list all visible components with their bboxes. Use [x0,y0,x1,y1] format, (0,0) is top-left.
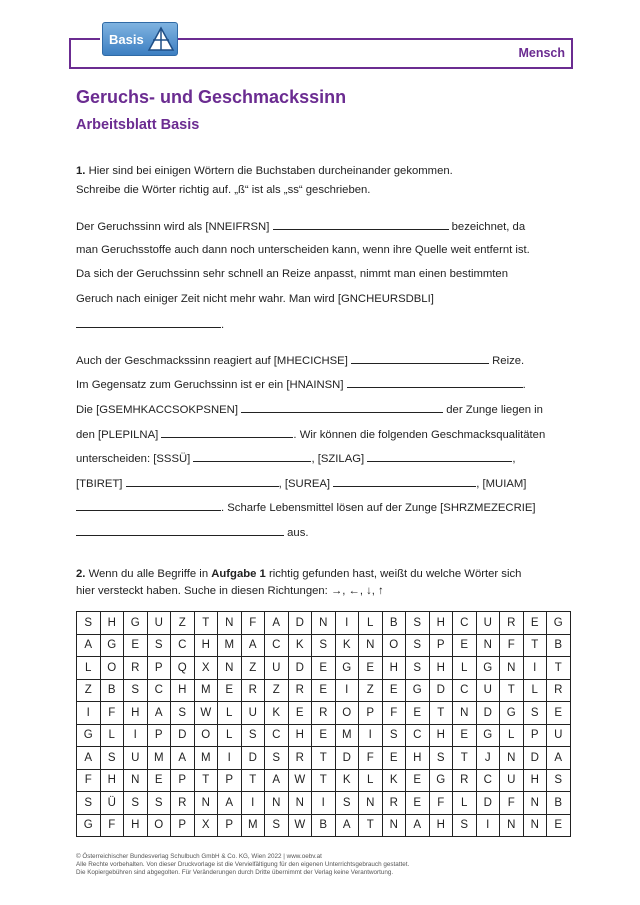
grid-cell[interactable]: X [194,657,218,680]
answer-blank-8[interactable] [367,451,512,462]
grid-cell[interactable]: H [288,724,312,747]
grid-cell[interactable]: E [406,702,430,725]
grid-row [77,679,571,702]
grid-row [77,702,571,725]
grid-cell[interactable]: D [523,747,547,770]
text-segment: den [PLEPILNA] [76,429,159,441]
grid-cell[interactable]: K [335,634,359,657]
grid-cell[interactable]: Z [77,679,101,702]
grid-cell[interactable]: P [147,724,171,747]
grid-cell[interactable]: N [312,612,336,635]
grid-cell[interactable]: E [382,747,406,770]
para1-line5 [76,317,224,332]
grid-cell[interactable]: R [547,679,571,702]
grid-cell[interactable]: S [241,724,265,747]
task2-number: 2. [76,568,86,580]
logo-text: Basis [109,32,144,47]
text-segment: unterscheiden: [SSSÜ] [76,453,191,465]
grid-cell[interactable]: P [147,657,171,680]
grid-cell[interactable]: U [547,724,571,747]
grid-cell[interactable]: M [147,747,171,770]
grid-cell[interactable]: R [241,679,265,702]
grid-cell[interactable]: O [100,657,124,680]
grid-cell[interactable]: U [265,657,289,680]
grid-cell[interactable]: L [218,724,242,747]
grid-cell[interactable]: N [500,814,524,837]
grid-row [77,612,571,635]
grid-cell[interactable]: K [288,634,312,657]
grid-cell[interactable]: T [312,769,336,792]
grid-cell[interactable]: Q [171,657,195,680]
grid-row [77,792,571,815]
grid-cell[interactable]: S [147,792,171,815]
grid-cell[interactable]: S [406,634,430,657]
grid-cell[interactable]: U [476,612,500,635]
grid-cell[interactable]: M [218,634,242,657]
grid-cell[interactable]: F [500,634,524,657]
grid-cell[interactable]: A [218,792,242,815]
grid-cell[interactable]: T [194,612,218,635]
grid-cell[interactable]: D [476,792,500,815]
grid-cell[interactable]: D [288,612,312,635]
grid-row [77,747,571,770]
grid-cell[interactable]: H [406,747,430,770]
grid-cell[interactable]: L [523,679,547,702]
grid-cell[interactable]: S [406,612,430,635]
grid-cell[interactable]: U [147,612,171,635]
grid-cell[interactable]: E [453,634,477,657]
grid-cell[interactable]: T [429,702,453,725]
grid-cell[interactable]: C [453,612,477,635]
grid-cell[interactable]: S [265,814,289,837]
grid-cell[interactable]: I [241,792,265,815]
grid-cell[interactable]: R [288,679,312,702]
grid-cell[interactable]: O [147,814,171,837]
grid-cell[interactable]: E [218,679,242,702]
grid-cell[interactable]: F [100,814,124,837]
grid-cell[interactable]: K [382,769,406,792]
text-segment: Die [GSEMHKACCSOKPSNEN] [76,404,238,416]
grid-cell[interactable]: A [241,634,265,657]
grid-cell[interactable]: S [523,702,547,725]
task2-line1 [76,567,521,581]
answer-blank-6[interactable] [161,427,293,438]
text-segment: der Zunge liegen in [446,404,543,416]
grid-cell[interactable]: O [194,724,218,747]
grid-cell[interactable]: L [359,612,383,635]
grid-row [77,657,571,680]
grid-cell[interactable]: L [453,657,477,680]
grid-cell[interactable]: M [241,814,265,837]
grid-cell[interactable]: B [382,612,406,635]
grid-cell[interactable]: P [171,769,195,792]
grid-cell[interactable]: H [429,657,453,680]
grid-cell[interactable]: D [288,657,312,680]
grid-cell[interactable]: P [218,814,242,837]
grid-cell[interactable]: E [406,769,430,792]
grid-cell[interactable]: B [312,814,336,837]
page-title: Geruchs- und Geschmackssinn [76,87,347,107]
grid-cell[interactable]: T [453,747,477,770]
grid-cell[interactable]: L [500,724,524,747]
grid-cell[interactable]: T [500,679,524,702]
grid-cell[interactable]: N [523,792,547,815]
grid-cell[interactable]: Z [171,612,195,635]
grid-row [77,769,571,792]
grid-cell[interactable]: A [171,747,195,770]
grid-cell[interactable]: K [265,702,289,725]
grid-cell[interactable]: W [288,814,312,837]
para1-line4: Geruch nach einiger Zeit nicht mehr wahr. Man wird [GNCHEURSDBLI] [76,293,434,305]
footer-copyright: © Österreichischer Bundesverlag Schulbuch GmbH & Co. KG, Wien 2022 | www.oebv.at [76,853,322,860]
grid-cell[interactable]: Z [359,679,383,702]
answer-blank-12[interactable] [76,525,284,536]
grid-cell[interactable]: G [476,657,500,680]
text-segment: Im Gegensatz zum Geruchssinn ist er ein [HNAINSN] [76,379,344,391]
grid-cell[interactable]: T [359,814,383,837]
footer-rights: Alle Rechte vorbehalten. Von dieser Druckvorlage ist die Vervielfältigung für den eigenen Unterrichtsgebrauch gestattet. [76,861,410,868]
grid-cell[interactable]: E [312,724,336,747]
para2-line8 [76,525,309,540]
grid-cell[interactable]: H [124,702,148,725]
grid-cell[interactable]: S [335,792,359,815]
grid-cell[interactable]: C [453,679,477,702]
grid-cell[interactable]: D [476,702,500,725]
grid-cell[interactable]: F [429,792,453,815]
grid-cell[interactable]: L [359,769,383,792]
footer-disclaimer: Die Kopiergebühren sind abgegolten. Für Veränderungen durch Dritte übernimmt der Verlag keine Verantwortung. [76,869,394,876]
text-segment: , [SZILAG] [311,453,365,465]
grid-cell[interactable]: R [500,612,524,635]
grid-cell[interactable]: R [453,769,477,792]
grid-cell[interactable]: H [194,634,218,657]
grid-cell[interactable]: E [147,769,171,792]
grid-cell[interactable]: T [523,634,547,657]
grid-cell[interactable]: R [288,747,312,770]
para1-line2: man Geruchsstoffe auch dann noch unterscheiden kann, wenn ihre Quelle weit entfernt ist. [76,244,530,256]
grid-cell[interactable]: A [406,814,430,837]
grid-cell[interactable]: L [77,657,101,680]
grid-cell[interactable]: R [382,792,406,815]
grid-cell[interactable]: N [523,814,547,837]
grid-cell[interactable]: C [476,769,500,792]
grid-cell[interactable]: K [335,769,359,792]
grid-cell[interactable]: Z [265,679,289,702]
grid-cell[interactable]: N [265,792,289,815]
grid-cell[interactable]: A [77,747,101,770]
grid-cell[interactable]: P [218,769,242,792]
grid-cell[interactable]: E [547,814,571,837]
grid-cell[interactable]: S [429,747,453,770]
answer-blank-4[interactable] [347,377,523,388]
para2-line3 [76,402,543,417]
grid-cell[interactable]: N [124,769,148,792]
grid-cell[interactable]: S [100,747,124,770]
grid-row [77,634,571,657]
grid-cell[interactable]: A [265,769,289,792]
grid-cell[interactable]: N [359,634,383,657]
para1-line3: Da sich der Geruchssinn sehr schnell an Reize anpasst, nimmt man einen bestimmten [76,268,508,280]
grid-cell[interactable]: I [359,724,383,747]
grid-cell[interactable]: E [312,679,336,702]
grid-cell[interactable]: F [500,792,524,815]
text-segment: bezeichnet, da [451,221,526,233]
grid-cell[interactable]: G [124,612,148,635]
grid-cell[interactable]: U [241,702,265,725]
grid-cell[interactable]: T [547,657,571,680]
grid-cell[interactable]: N [288,792,312,815]
grid-cell[interactable]: S [312,634,336,657]
text-segment: Der Geruchssinn wird als [NNEIFRSN] [76,221,270,233]
grid-cell[interactable]: S [406,657,430,680]
text-segment: Reize. [492,355,525,367]
grid-cell[interactable]: I [312,792,336,815]
para2-line2 [76,377,526,392]
grid-cell[interactable]: S [265,747,289,770]
grid-cell[interactable]: N [382,814,406,837]
grid-cell[interactable]: H [429,814,453,837]
grid-cell[interactable]: N [218,612,242,635]
text-segment: Auch der Geschmackssinn reagiert auf [MHECICHSE] [76,355,348,367]
text-segment: . [221,319,225,331]
grid-cell[interactable]: N [218,657,242,680]
grid-cell[interactable]: M [335,724,359,747]
grid-cell[interactable]: G [476,724,500,747]
grid-cell[interactable]: H [429,724,453,747]
answer-blank-10[interactable] [333,476,476,487]
grid-cell[interactable]: S [171,702,195,725]
grid-cell[interactable]: A [77,634,101,657]
grid-cell[interactable]: I [335,612,359,635]
grid-cell[interactable]: H [100,612,124,635]
grid-cell[interactable]: T [194,769,218,792]
task1-line1 [76,164,453,178]
grid-cell[interactable]: P [359,702,383,725]
grid-cell[interactable]: S [77,612,101,635]
answer-blank-2[interactable] [76,317,221,328]
text-segment: richtig gefunden hast, weißt du welche Wörter sich [265,568,522,580]
grid-cell[interactable]: R [312,702,336,725]
grid-cell[interactable]: N [359,792,383,815]
grid-cell[interactable]: A [335,814,359,837]
grid-cell[interactable]: S [124,792,148,815]
grid-cell[interactable]: M [194,679,218,702]
grid-cell[interactable]: X [194,814,218,837]
task2-line2: hier versteckt haben. Suche in diesen Richtungen: →, ←, ↓, ↑ [76,585,384,597]
grid-cell[interactable]: S [382,724,406,747]
grid-cell[interactable]: I [335,679,359,702]
grid-cell[interactable]: H [124,814,148,837]
grid-cell[interactable]: G [547,612,571,635]
page-subtitle: Arbeitsblatt Basis [76,117,200,133]
grid-cell[interactable]: F [241,612,265,635]
grid-cell[interactable]: S [453,814,477,837]
grid-cell[interactable]: W [194,702,218,725]
task1-instruction-1: Hier sind bei einigen Wörtern die Buchstaben durcheinander gekommen. [88,165,453,177]
grid-cell[interactable]: N [500,747,524,770]
grid-cell[interactable]: S [147,634,171,657]
grid-cell[interactable]: O [382,634,406,657]
grid-cell[interactable]: F [77,769,101,792]
grid-cell[interactable]: E [124,634,148,657]
text-segment: . [522,379,526,391]
grid-cell[interactable]: N [476,634,500,657]
grid-cell[interactable]: H [523,769,547,792]
grid-cell[interactable]: H [382,657,406,680]
answer-blank-9[interactable] [126,476,279,487]
answer-blank-1[interactable] [273,219,449,230]
grid-cell[interactable]: H [171,679,195,702]
grid-cell[interactable]: G [77,814,101,837]
grid-cell[interactable]: G [429,769,453,792]
answer-blank-7[interactable] [193,451,311,462]
grid-cell[interactable]: D [171,724,195,747]
text-segment: , [MUIAM] [476,478,527,490]
grid-cell[interactable]: A [265,612,289,635]
para2-line4 [76,427,545,442]
pyramid-icon [147,26,175,52]
grid-cell[interactable]: W [288,769,312,792]
grid-cell[interactable]: H [429,612,453,635]
grid-cell[interactable]: R [124,657,148,680]
grid-cell[interactable]: S [547,769,571,792]
grid-cell[interactable]: E [547,702,571,725]
grid-cell[interactable]: F [100,702,124,725]
grid-cell[interactable]: H [100,769,124,792]
grid-cell[interactable]: M [194,747,218,770]
grid-cell[interactable]: P [171,814,195,837]
grid-cell[interactable]: N [500,657,524,680]
grid-cell[interactable]: Ü [100,792,124,815]
text-segment: . Scharfe Lebensmittel lösen auf der Zunge [SHRZMEZECRIE] [221,502,536,514]
grid-cell[interactable]: D [429,679,453,702]
text-segment: [TBIRET] [76,478,123,490]
grid-cell[interactable]: F [382,702,406,725]
grid-cell[interactable]: A [547,747,571,770]
grid-cell[interactable]: A [147,702,171,725]
subject-label: Mensch [518,46,565,60]
grid-cell[interactable]: T [312,747,336,770]
grid-cell[interactable]: J [476,747,500,770]
grid-cell[interactable]: P [429,634,453,657]
text-segment: . Wir können die folgenden Geschmacksqualitäten [293,429,546,441]
grid-cell[interactable]: D [335,747,359,770]
answer-blank-5[interactable] [241,402,443,413]
grid-cell[interactable]: C [147,679,171,702]
task1-number: 1. [76,165,86,177]
grid-cell[interactable]: G [500,702,524,725]
para2-line7 [76,500,536,515]
grid-cell[interactable]: N [453,702,477,725]
grid-cell[interactable]: U [476,679,500,702]
grid-cell[interactable]: P [523,724,547,747]
task-reference: Aufgabe 1 [211,568,266,580]
grid-cell[interactable]: L [100,724,124,747]
grid-cell[interactable]: B [547,634,571,657]
grid-cell[interactable]: E [359,657,383,680]
grid-cell[interactable]: T [241,769,265,792]
grid-cell[interactable]: O [335,702,359,725]
grid-cell[interactable]: G [406,679,430,702]
grid-cell[interactable]: G [100,634,124,657]
grid-cell[interactable]: E [312,657,336,680]
grid-cell[interactable]: C [171,634,195,657]
grid-cell[interactable]: I [77,702,101,725]
grid-cell[interactable]: E [523,612,547,635]
text-segment: Wenn du alle Begriffe in [88,568,212,580]
grid-cell[interactable]: U [500,769,524,792]
word-search-grid [76,611,571,837]
answer-blank-3[interactable] [351,353,489,364]
grid-cell[interactable]: C [265,724,289,747]
task1-instruction-2: Schreibe die Wörter richtig auf. „ß“ ist als „ss“ geschrieben. [76,184,371,196]
grid-cell[interactable]: G [77,724,101,747]
para1-line1 [76,219,525,234]
para2-line5 [76,451,515,466]
text-segment: , [512,453,516,465]
grid-cell[interactable]: B [100,679,124,702]
text-segment: aus. [287,527,309,539]
para2-line1 [76,353,524,368]
grid-cell[interactable]: I [523,657,547,680]
grid-cell[interactable]: Z [241,657,265,680]
grid-row [77,814,571,837]
text-segment: , [SUREA] [278,478,331,490]
grid-cell[interactable]: E [453,724,477,747]
grid-cell[interactable]: S [77,792,101,815]
grid-cell[interactable]: N [194,792,218,815]
grid-cell[interactable]: F [359,747,383,770]
grid-cell[interactable]: E [288,702,312,725]
grid-cell[interactable]: C [406,724,430,747]
grid-cell[interactable]: L [453,792,477,815]
grid-cell[interactable]: L [218,702,242,725]
grid-cell[interactable]: I [476,814,500,837]
grid-cell[interactable]: I [124,724,148,747]
grid-cell[interactable]: S [124,679,148,702]
grid-cell[interactable]: E [382,679,406,702]
grid-cell[interactable]: B [547,792,571,815]
basis-logo [100,22,178,56]
grid-cell[interactable]: U [124,747,148,770]
grid-cell[interactable]: E [406,792,430,815]
grid-row [77,724,571,747]
grid-cell[interactable]: G [335,657,359,680]
grid-cell[interactable]: R [171,792,195,815]
grid-cell[interactable]: C [265,634,289,657]
grid-cell[interactable]: I [218,747,242,770]
answer-blank-11[interactable] [76,500,221,511]
grid-cell[interactable]: D [241,747,265,770]
para2-line6 [76,476,526,491]
